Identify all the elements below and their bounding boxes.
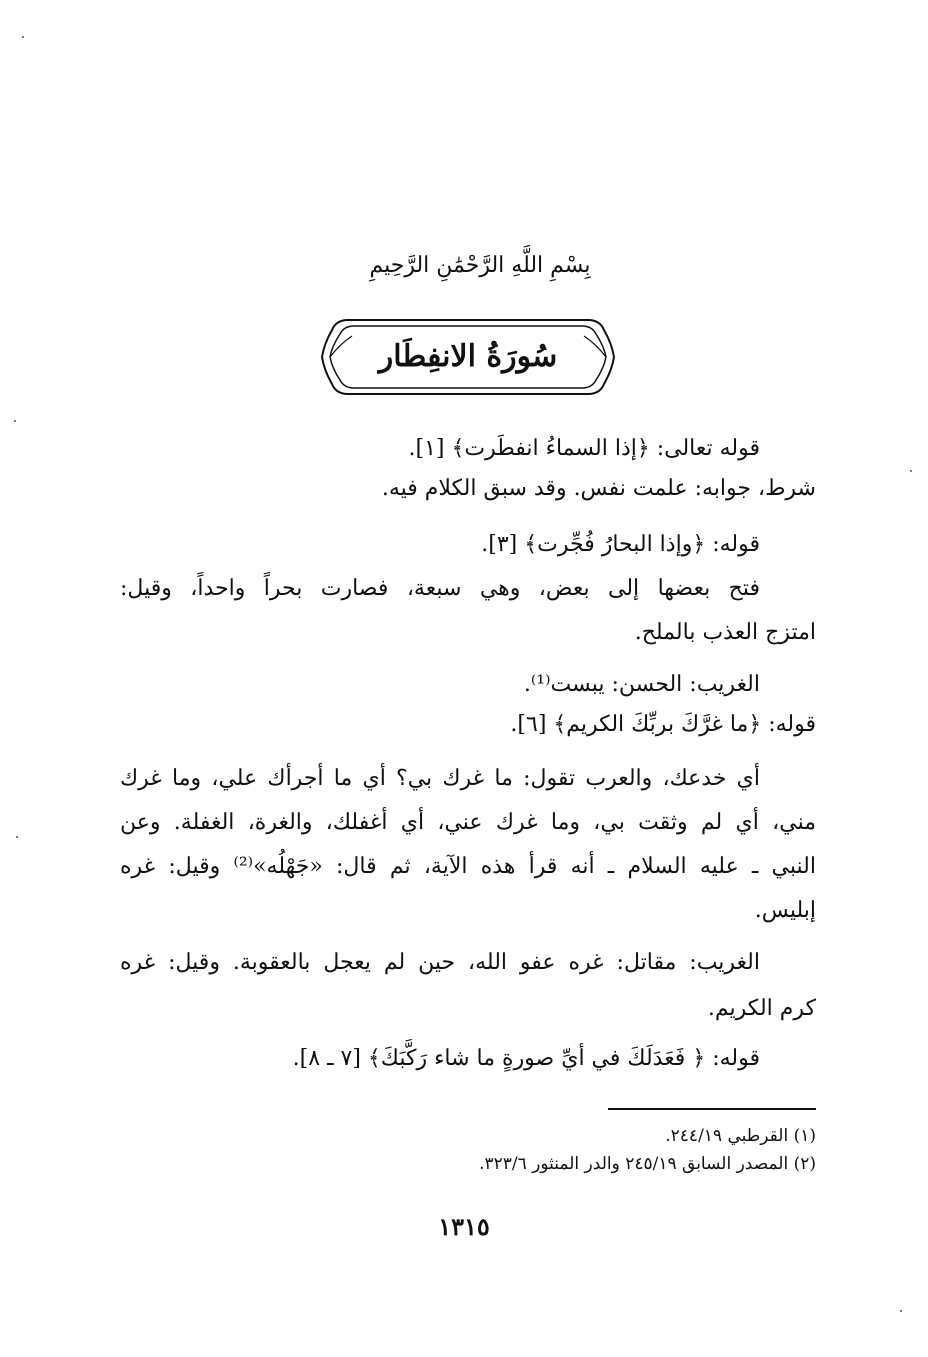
scan-speck [16, 836, 18, 838]
verse-line-14: قوله: ﴿ فَعَدَلَكَ في أيِّ صورةٍ ما شاء رَكَّبَكَ﴾ [٧ ـ ٨]. [292, 1046, 760, 1071]
text-line-10: النبي ـ عليه السلام ـ أنه قرأ هذه الآية، ثم قال: «جَهْلُه»⁽²⁾ وقيل: غره [120, 854, 816, 879]
text-line-8: أي خدعك، والعرب تقول: ما غرك بي؟ أي ما أجرأك علي، وما غرك [120, 766, 760, 791]
text-line-13: كرم الكريم. [707, 996, 816, 1021]
basmala-heading [320, 244, 640, 288]
footnote-separator [608, 1108, 816, 1110]
scan-speck [22, 36, 24, 38]
surah-title-cartouche [318, 314, 618, 400]
scan-speck [900, 1310, 902, 1312]
surah-title: سُورَةُ الانفِطَار [378, 339, 558, 374]
text-line-2: شرط، جوابه: علمت نفس. وقد سبق الكلام فيه. [381, 476, 816, 501]
text-line-11: إبليس. [754, 898, 816, 923]
verse-line-1: قوله تعالى: ﴿إذا السماءُ انفطَرت﴾ [١]. [408, 436, 760, 461]
verse-line-3: قوله: ﴿وإذا البحارُ فُجِّرت﴾ [٣]. [481, 532, 760, 557]
scan-speck [14, 420, 16, 422]
basmala-text: بِسْمِ اللَّهِ الرَّحْمَٰنِ الرَّحِيمِ [369, 253, 591, 278]
gharib-line-12: الغريب: مقاتل: غره عفو الله، حين لم يعجل بالعقوبة. وقيل: غره [120, 950, 760, 975]
footnote-2: (٢) المصدر السابق ٢٤٥/١٩ والدر المنثور ٣٢٣/٦. [479, 1154, 816, 1174]
scan-speck [910, 470, 912, 472]
text-line-5: امتزج العذب بالملح. [634, 620, 816, 645]
text-line-4: فتح بعضها إلى بعض، وهي سبعة، فصارت بحراً واحداً، وقيل: [120, 576, 760, 601]
verse-line-7: قوله: ﴿ما غرَّكَ بربِّكَ الكريم﴾ [٦]. [510, 712, 816, 737]
footnote-1: (١) القرطبي ٢٤٤/١٩. [665, 1126, 816, 1146]
text-line-9: مني، أي لم وثقت بي، وما غرك عني، أي أغفلك، والغرة، الغفلة. وعن [120, 810, 816, 835]
page-number: ١٣١٥ [438, 1212, 490, 1241]
gharib-line-6: الغريب: الحسن: يبست⁽¹⁾. [523, 672, 760, 697]
